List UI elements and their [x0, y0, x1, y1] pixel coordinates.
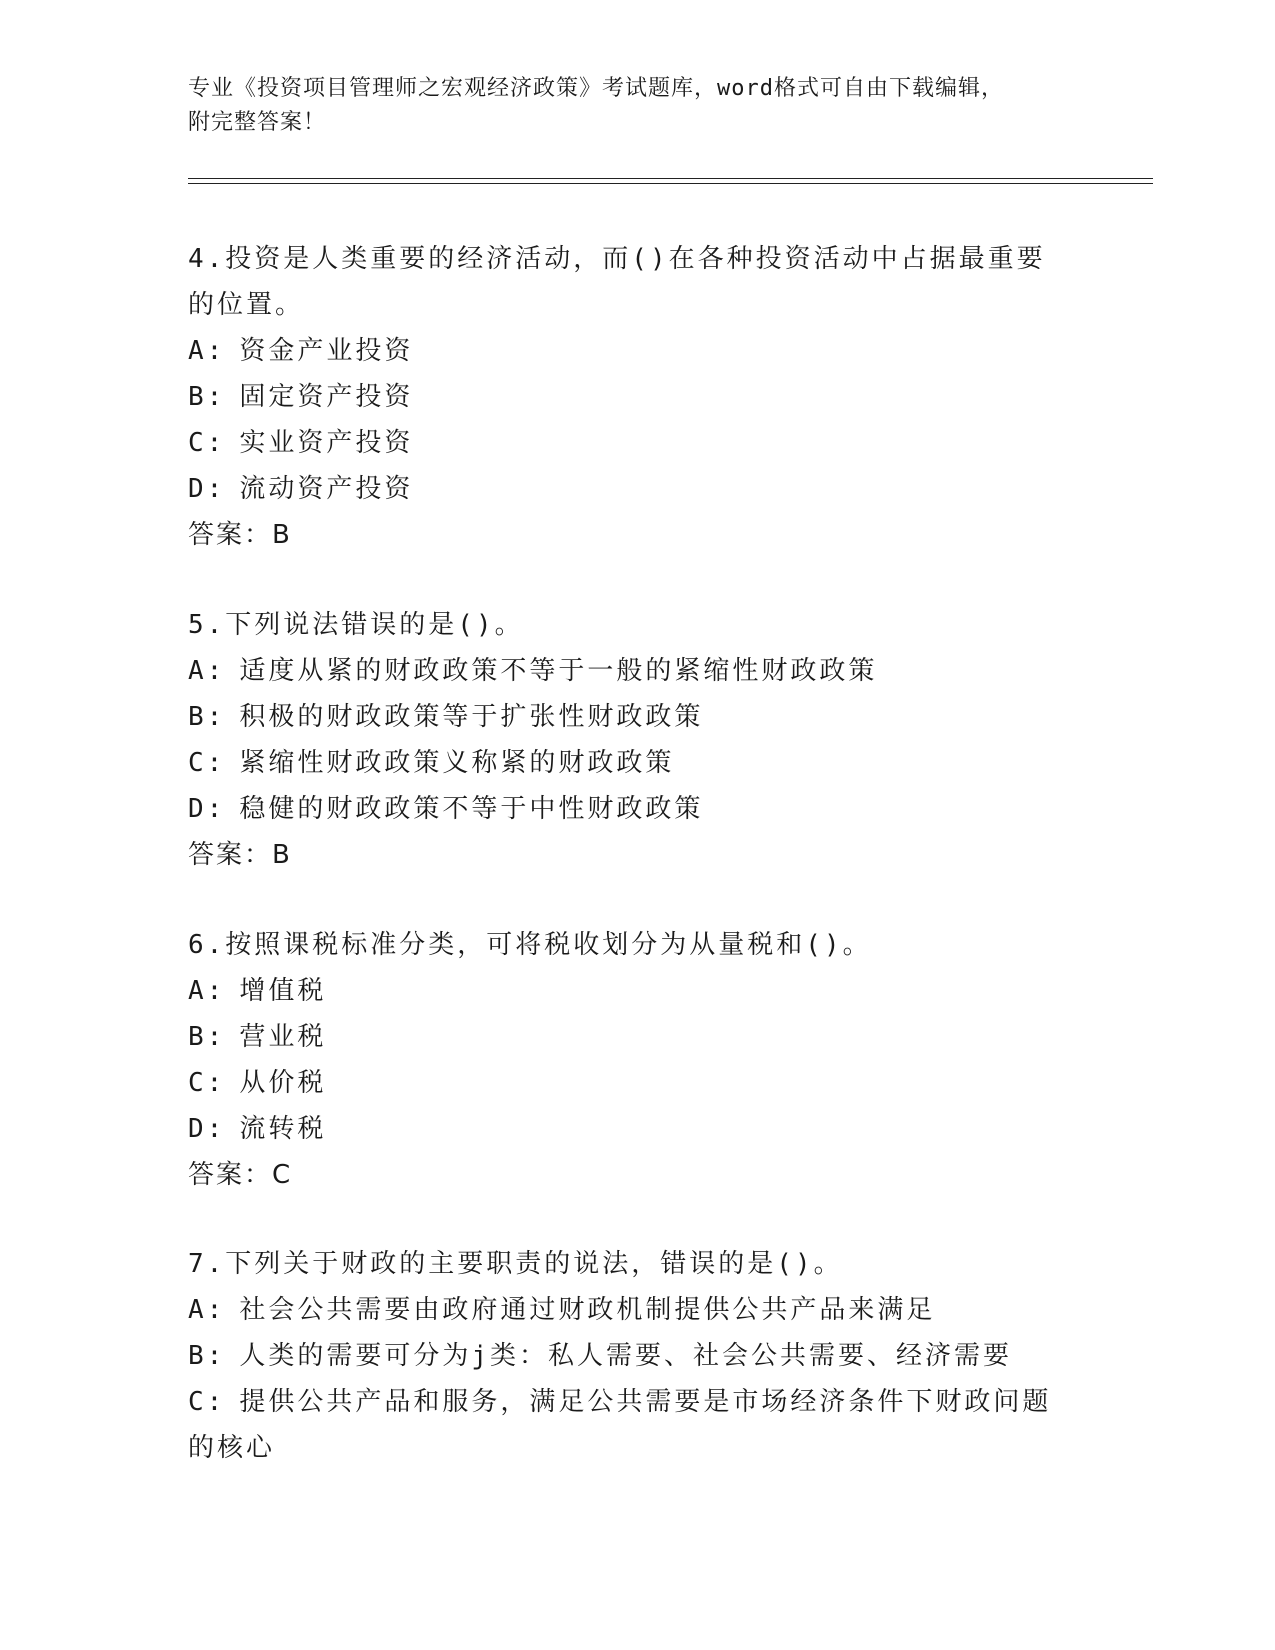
answer-label: 答案：B	[188, 520, 292, 550]
option-letter: B:	[188, 1022, 226, 1052]
option-text: 增值税	[239, 976, 327, 1006]
option-text: 从价税	[239, 1068, 327, 1098]
answer-label: 答案：C	[188, 1160, 293, 1190]
option-text: 积极的财政政策等于扩张性财政政策	[239, 702, 704, 732]
option-c	[188, 1379, 1068, 1471]
question-stem: 4.投资是人类重要的经济活动，而()在各种投资活动中占据最重要的位置。	[188, 244, 1046, 320]
header-line-1: 专业《投资项目管理师之宏观经济政策》考试题库，word格式可自由下载编辑，	[188, 76, 1004, 101]
option-text: 营业税	[239, 1022, 327, 1052]
option-letter: A:	[188, 336, 226, 366]
question-4	[188, 236, 1088, 558]
option-text: 流动资产投资	[239, 474, 414, 504]
option-a	[188, 1287, 1088, 1333]
option-c	[188, 740, 1088, 786]
option-letter: A:	[188, 656, 226, 686]
option-a	[188, 968, 1088, 1014]
option-b	[188, 374, 1088, 420]
option-b	[188, 1014, 1088, 1060]
option-text: 社会公共需要由政府通过财政机制提供公共产品来满足	[239, 1295, 936, 1325]
option-text: 适度从紧的财政政策不等于一般的紧缩性财政政策	[239, 656, 878, 686]
option-letter: C:	[188, 1387, 226, 1417]
option-text: 资金产业投资	[239, 336, 414, 366]
option-b	[188, 1333, 1088, 1379]
option-c	[188, 1060, 1088, 1106]
option-letter: C:	[188, 1068, 226, 1098]
option-text: 提供公共产品和服务，满足公共需要是市场经济条件下财政问题的核心	[188, 1387, 1052, 1463]
option-a	[188, 648, 1088, 694]
option-letter: B:	[188, 382, 226, 412]
option-text: 稳健的财政政策不等于中性财政政策	[239, 794, 704, 824]
option-letter: D:	[188, 1114, 226, 1144]
option-d	[188, 786, 1088, 832]
header-divider-top	[188, 178, 1153, 179]
option-d	[188, 1106, 1088, 1152]
option-c	[188, 420, 1088, 466]
option-a	[188, 328, 1088, 374]
option-d	[188, 466, 1088, 512]
header-divider-bottom	[188, 183, 1153, 184]
option-letter: C:	[188, 748, 226, 778]
question-stem: 7.下列关于财政的主要职责的说法，错误的是()。	[188, 1249, 843, 1279]
option-text: 实业资产投资	[239, 428, 414, 458]
option-b	[188, 694, 1088, 740]
header-line-2: 附完整答案！	[188, 110, 327, 135]
option-text: 固定资产投资	[239, 382, 414, 412]
document-header	[188, 72, 1088, 140]
option-letter: C:	[188, 428, 226, 458]
option-letter: B:	[188, 1341, 226, 1371]
option-text: 人类的需要可分为j类：私人需要、社会公共需要、经济需要	[239, 1341, 1012, 1371]
option-text: 紧缩性财政政策义称紧的财政政策	[239, 748, 675, 778]
option-letter: D:	[188, 474, 226, 504]
option-letter: A:	[188, 1295, 226, 1325]
question-6	[188, 922, 1088, 1198]
option-letter: D:	[188, 794, 226, 824]
option-text: 流转税	[239, 1114, 327, 1144]
question-5	[188, 602, 1088, 878]
option-letter: B:	[188, 702, 226, 732]
question-7	[188, 1241, 1088, 1471]
answer-label: 答案：B	[188, 840, 292, 870]
question-stem: 6.按照课税标准分类，可将税收划分为从量税和()。	[188, 930, 872, 960]
option-letter: A:	[188, 976, 226, 1006]
question-stem: 5.下列说法错误的是()。	[188, 610, 524, 640]
